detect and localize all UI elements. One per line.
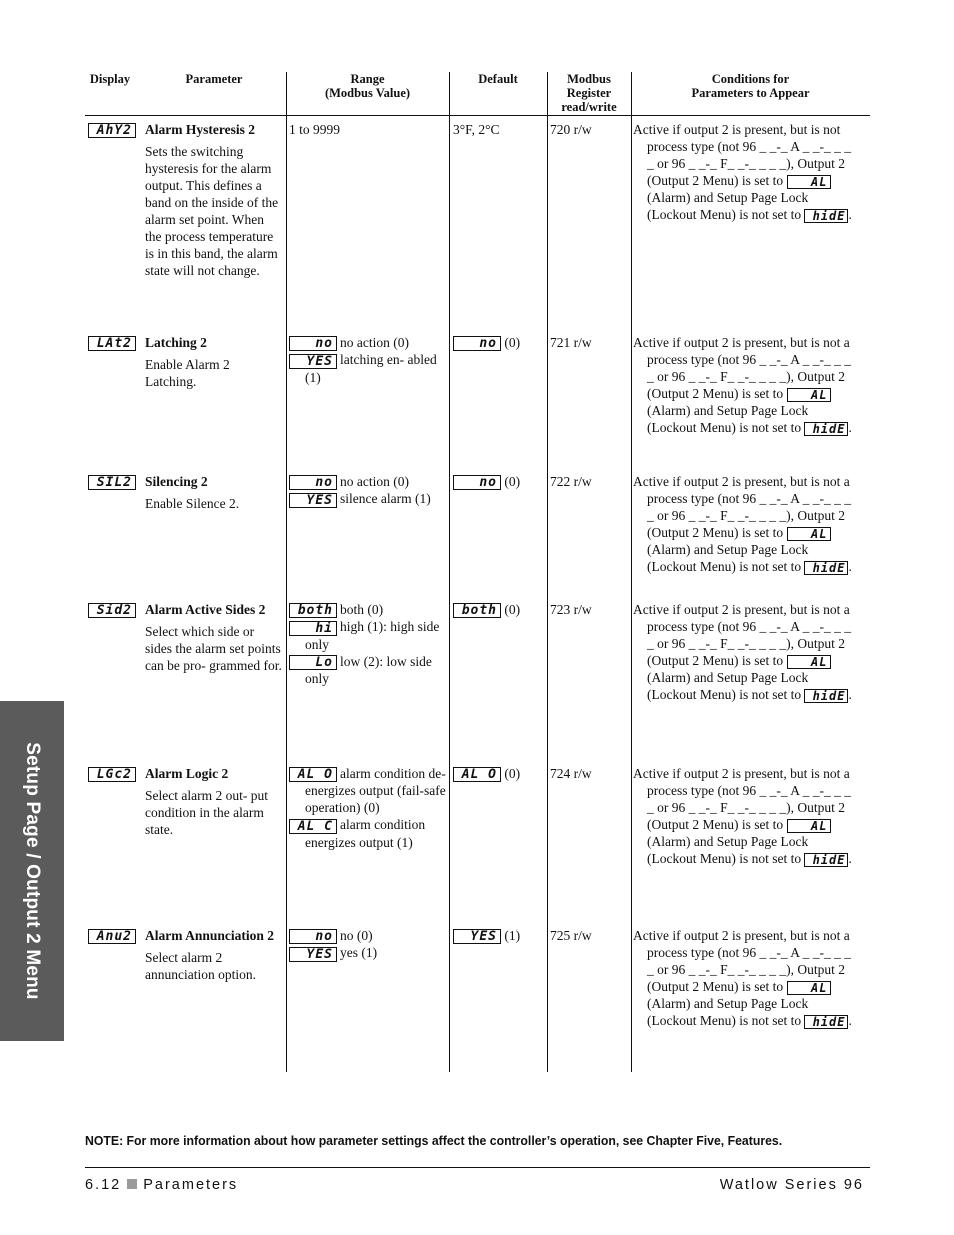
default-value: no (0) xyxy=(453,334,547,351)
lcd-alarm: AL xyxy=(787,655,831,669)
range-options: both both (0) hi high (1): high side only Lo low (2): low side only xyxy=(289,601,449,687)
parameter-name: Alarm Annunciation 2 xyxy=(145,928,275,943)
header-range: Range (Modbus Value) xyxy=(324,72,411,100)
lcd-default: no xyxy=(453,475,501,490)
lcd-alarm: AL xyxy=(787,388,831,402)
header-modbus: Modbus Register read/write xyxy=(561,72,617,114)
range-options: no no (0) YES yes (1) xyxy=(289,927,449,962)
section-side-tab xyxy=(0,701,64,1041)
range-value: 1 to 9999 xyxy=(289,122,341,137)
lcd-display-code: AhY2 xyxy=(88,123,136,138)
lcd-display-code: LAt2 xyxy=(88,336,136,351)
lcd-option: YES xyxy=(289,493,337,508)
lcd-option: YES xyxy=(289,354,337,369)
column-divider xyxy=(547,72,548,1072)
range-options: AL O alarm condition de-energizes output (fail-safe operation) (0) AL C alarm condition energizes output (1) xyxy=(289,765,449,851)
lcd-default: no xyxy=(453,336,501,351)
lcd-alarm: AL xyxy=(787,175,831,189)
default-value: both (0) xyxy=(453,601,547,618)
default-value: AL O (0) xyxy=(453,765,547,782)
header-rule xyxy=(85,115,870,116)
parameter-name: Alarm Hysteresis 2 xyxy=(145,122,255,137)
lcd-default: AL O xyxy=(453,767,501,782)
lcd-option: both xyxy=(289,603,337,618)
section-name: Parameters xyxy=(143,1177,239,1193)
condition-text: Active if output 2 is present, but is not a process type (not 96 _ _-_ A _ _-_ _ _ _ or 96 _ _-_ F_ _-_ _ _ _), Output 2 (Output 2 Menu) is set to AL (Alarm) and Setup Page Lock (Lockout Menu) is not set to hidE . xyxy=(633,474,852,575)
lcd-hide: hidE xyxy=(804,422,848,436)
footer-page-info xyxy=(85,1177,238,1193)
side-tab-label: Setup Page / Output 2 Menu xyxy=(22,742,43,1000)
lcd-option: no xyxy=(289,475,337,490)
parameter-description: Select which side or sides the alarm set points can be pro- grammed for. xyxy=(145,624,282,673)
condition-text: Active if output 2 is present, but is not a process type (not 96 _ _-_ A _ _-_ _ _ _ or 96 _ _-_ F_ _-_ _ _ _), Output 2 (Output 2 Menu) is set to AL (Alarm) and Setup Page Lock (Lockout Menu) is not set to hidE . xyxy=(633,335,852,436)
lcd-display-code: Anu2 xyxy=(88,929,136,944)
column-divider xyxy=(286,72,287,1072)
lcd-option: AL O xyxy=(289,767,337,782)
lcd-hide: hidE xyxy=(804,561,848,575)
modbus-register: 722 r/w xyxy=(550,474,592,489)
default-value: 3°F, 2°C xyxy=(453,122,500,137)
lcd-default: both xyxy=(453,603,501,618)
lcd-alarm: AL xyxy=(787,527,831,541)
lcd-hide: hidE xyxy=(804,689,848,703)
footer-rule xyxy=(85,1167,870,1168)
lcd-option: no xyxy=(289,929,337,944)
lcd-display-code: Sid2 xyxy=(88,603,136,618)
parameter-name: Latching 2 xyxy=(145,335,207,350)
condition-text: Active if output 2 is present, but is not a process type (not 96 _ _-_ A _ _-_ _ _ _ or 96 _ _-_ F_ _-_ _ _ _), Output 2 (Output 2 Menu) is set to AL (Alarm) and Setup Page Lock (Lockout Menu) is not set to hidE . xyxy=(633,602,852,703)
page-number: 6.12 xyxy=(85,1177,122,1193)
modbus-register: 724 r/w xyxy=(550,766,592,781)
parameter-name: Alarm Logic 2 xyxy=(145,766,229,781)
parameter-name: Silencing 2 xyxy=(145,474,208,489)
lcd-hide: hidE xyxy=(804,853,848,867)
lcd-hide: hidE xyxy=(804,209,848,223)
lcd-option: hi xyxy=(289,621,337,636)
column-divider xyxy=(449,72,450,1072)
modbus-register: 721 r/w xyxy=(550,335,592,350)
modbus-register: 720 r/w xyxy=(550,122,592,137)
parameter-description: Select alarm 2 annunciation option. xyxy=(145,950,256,982)
parameter-description: Select alarm 2 out- put condition in the alarm state. xyxy=(145,788,268,837)
lcd-option: Lo xyxy=(289,655,337,670)
lcd-alarm: AL xyxy=(787,819,831,833)
modbus-register: 723 r/w xyxy=(550,602,592,617)
square-bullet-icon xyxy=(127,1179,137,1189)
note-text: NOTE: For more information about how parameter settings affect the controller’s operation, see Chapter Five, Features. xyxy=(85,1133,783,1148)
parameter-description: Enable Silence 2. xyxy=(145,496,240,511)
lcd-option: AL C xyxy=(289,819,337,834)
product-name: Watlow Series 96 xyxy=(719,1177,864,1193)
lcd-display-code: SIL2 xyxy=(88,475,136,490)
range-options: no no action (0) YES latching en- abled (1) xyxy=(289,334,449,386)
header-parameter: Parameter xyxy=(185,72,243,86)
parameter-name: Alarm Active Sides 2 xyxy=(145,602,266,617)
condition-text: Active if output 2 is present, but is not a process type (not 96 _ _-_ A _ _-_ _ _ _ or 96 _ _-_ F_ _-_ _ _ _), Output 2 (Output 2 Menu) is set to AL (Alarm) and Setup Page Lock (Lockout Menu) is not set to hidE . xyxy=(633,766,852,867)
parameter-description: Enable Alarm 2 Latching. xyxy=(145,357,230,389)
lcd-option: no xyxy=(289,336,337,351)
parameter-table xyxy=(85,0,870,1080)
lcd-hide: hidE xyxy=(804,1015,848,1029)
header-default: Default xyxy=(478,72,518,86)
modbus-register: 725 r/w xyxy=(550,928,592,943)
header-display: Display xyxy=(89,72,131,86)
lcd-alarm: AL xyxy=(787,981,831,995)
lcd-default: YES xyxy=(453,929,501,944)
condition-text: Active if output 2 is present, but is not a process type (not 96 _ _-_ A _ _-_ _ _ _ or 96 _ _-_ F_ _-_ _ _ _), Output 2 (Output 2 Menu) is set to AL (Alarm) and Setup Page Lock (Lockout Menu) is not set to hidE . xyxy=(633,928,852,1029)
condition-text: Active if output 2 is present, but is not process type (not 96 _ _-_ A _ _-_ _ _ _ or 96 _ _-_ F_ _-_ _ _ _), Output 2 (Output 2 Menu) is set to AL (Alarm) and Setup Page Lock (Lockout Menu) is not set to hidE . xyxy=(633,122,852,223)
default-value: no (0) xyxy=(453,473,547,490)
lcd-display-code: LGc2 xyxy=(88,767,136,782)
lcd-option: YES xyxy=(289,947,337,962)
column-divider xyxy=(631,72,632,1072)
parameter-description: Sets the switching hysteresis for the alarm output. This defines a band on the inside of the alarm set point. When the process temperature is in this band, the alarm state will not change. xyxy=(145,144,279,278)
default-value: YES (1) xyxy=(453,927,547,944)
header-conditions: Conditions for Parameters to Appear xyxy=(691,72,810,100)
range-options: no no action (0) YES silence alarm (1) xyxy=(289,473,449,508)
